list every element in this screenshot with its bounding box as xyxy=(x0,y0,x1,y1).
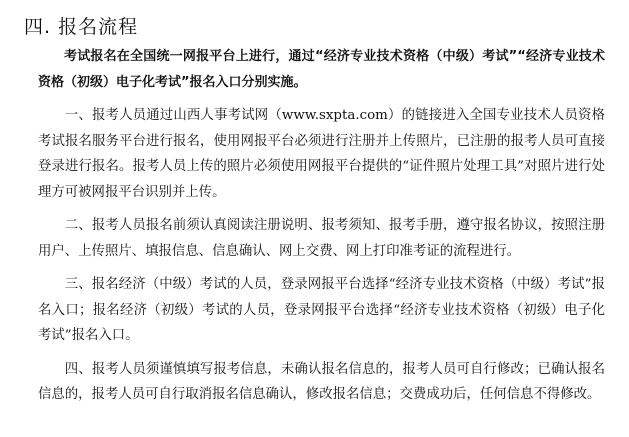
step-1-paragraph: 一、报考人员通过山西人事考试网（www.sxpta.com）的链接进入全国专业技术人员资格考试报名服务平台进行报名，使用网报平台必须进行注册并上传照片，已注册的报考人员可直接登录进行报名。报考人员上传的照片必须使用网报平台提供的“证件照片处理工具”对照片进行处理方可被网报平台识别并上传。 xyxy=(38,108,605,200)
section-title: 四. 报名流程 xyxy=(24,16,139,38)
step-4-paragraph: 四、报考人员须谨慎填写报考信息，未确认报名信息的，报考人员可自行修改；已确认报名信息的，报考人员可自行取消报名信息确认，修改报名信息；交费成功后，任何信息不得修改。 xyxy=(38,361,605,402)
intro-paragraph: 考试报名在全国统一网报平台上进行，通过“经济专业技术资格（中级）考试”“经济专业技术资格（初级）电子化考试”报名入口分别实施。 xyxy=(38,49,605,90)
step-3-paragraph: 三、报名经济（中级）考试的人员，登录网报平台选择“经济专业技术资格（中级）考试”报名入口；报名经济（初级）考试的人员，登录网报平台选择“经济专业技术资格（初级）电子化考试”报名入口。 xyxy=(38,277,605,343)
step-2-paragraph: 二、报考人员报名前须认真阅读注册说明、报考须知、报考手册，遵守报名协议，按照注册用户、上传照片、填报信息、信息确认、网上交费、网上打印准考证的流程进行。 xyxy=(38,218,605,259)
